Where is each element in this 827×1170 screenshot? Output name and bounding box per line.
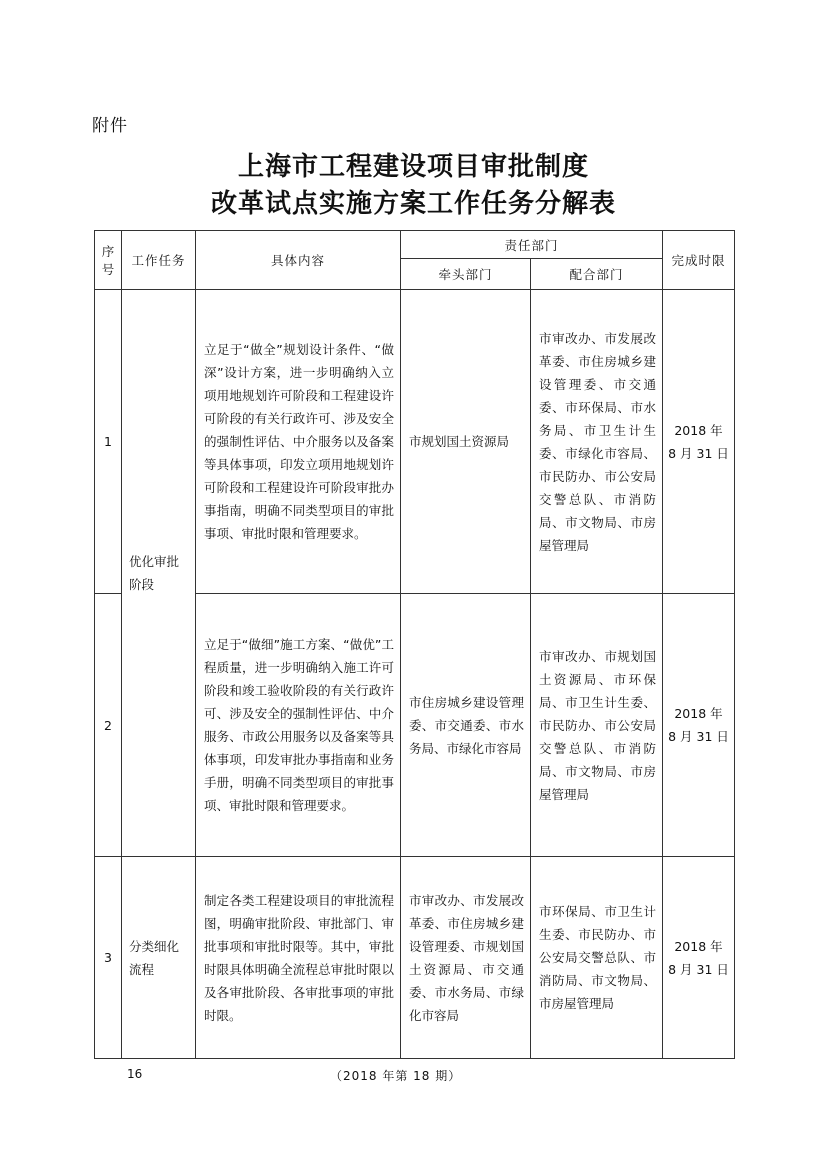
- header-responsible-dept: 责任部门: [401, 231, 663, 259]
- issue-label: （2018 年第 18 期）: [330, 1069, 462, 1083]
- header-content: 具体内容: [196, 231, 401, 290]
- table-header-row: [95, 231, 735, 259]
- deadline-day: 8 月 31 日: [668, 729, 729, 744]
- row-task: 优化审批阶段: [122, 290, 196, 857]
- row-content: 制定各类工程建设项目的审批流程图，明确审批阶段、审批部门、审批事项和审批时限等。其中，审批时限具体明确全流程总审批时限以及各审批阶段、各审批事项的审批时限。: [196, 857, 401, 1059]
- row-task: 分类细化流程: [122, 857, 196, 1059]
- deadline-year: 2018 年: [674, 938, 723, 954]
- row-deadline: [663, 290, 735, 594]
- row-coop-dept: 市审改办、市发展改革委、市住房城乡建设管理委、市交通委、市环保局、市水务局、市卫生计生委、市绿化市容局、市民防办、市公安局交警总队、市消防局、市文物局、市房屋管理局: [531, 290, 663, 594]
- deadline-day: 8 月 31 日: [668, 961, 729, 977]
- row-lead-dept: 市规划国土资源局: [401, 290, 531, 594]
- deadline-year: 2018 年: [674, 422, 723, 438]
- header-seq: 序号: [95, 231, 122, 290]
- row-seq: 2: [95, 594, 122, 857]
- header-lead-dept: 牵头部门: [401, 259, 531, 290]
- row-seq: 3: [95, 857, 122, 1059]
- document-title-line-2: 改革试点实施方案工作任务分解表: [210, 189, 616, 219]
- row-content: 立足于“做全”规划设计条件、“做深”设计方案，进一步明确纳入立项用地规划许可阶段和工程建设许可阶段的有关行政许可、涉及安全的强制性评估、中介服务以及备案等具体事项，印发立项用地规划许可阶段和工程建设许可阶段审批办事指南，明确不同类型项目的审批事项、审批时限和管理要求。: [196, 290, 401, 594]
- row-lead-dept: 市住房城乡建设管理委、市交通委、市水务局、市绿化市容局: [401, 594, 531, 857]
- row-deadline: [663, 594, 735, 857]
- table-row: [95, 857, 735, 1059]
- header-coop-dept: 配合部门: [531, 259, 663, 290]
- header-deadline: 完成时限: [663, 231, 735, 290]
- row-coop-dept: 市环保局、市卫生计生委、市民防办、市公安局交警总队、市消防局、市文物局、市房屋管理局: [531, 857, 663, 1059]
- deadline-year: 2018 年: [674, 706, 723, 721]
- task-breakdown-table: [94, 230, 735, 1059]
- row-deadline: [663, 857, 735, 1059]
- row-content: 立足于“做细”施工方案、“做优”工程质量，进一步明确纳入施工许可阶段和竣工验收阶段的有关行政许可、涉及安全的强制性评估、中介服务、市政公用服务以及备案等具体事项，印发审批办事指南和业务手册，明确不同类型项目的审批事项、审批时限和管理要求。: [196, 594, 401, 857]
- annex-label: 附件: [92, 116, 128, 136]
- header-task: 工作任务: [122, 231, 196, 290]
- row-seq: 1: [95, 290, 122, 594]
- table-row: [95, 290, 735, 594]
- row-lead-dept: 市审改办、市发展改革委、市住房城乡建设管理委、市规划国土资源局、市交通委、市水务局、市绿化市容局: [401, 857, 531, 1059]
- row-coop-dept: 市审改办、市规划国土资源局、市环保局、市卫生计生委、市民防办、市公安局交警总队、市消防局、市文物局、市房屋管理局: [531, 594, 663, 857]
- document-title-line-1: 上海市工程建设项目审批制度: [237, 152, 589, 182]
- page-number: 16: [127, 1067, 143, 1081]
- deadline-day: 8 月 31 日: [668, 445, 729, 461]
